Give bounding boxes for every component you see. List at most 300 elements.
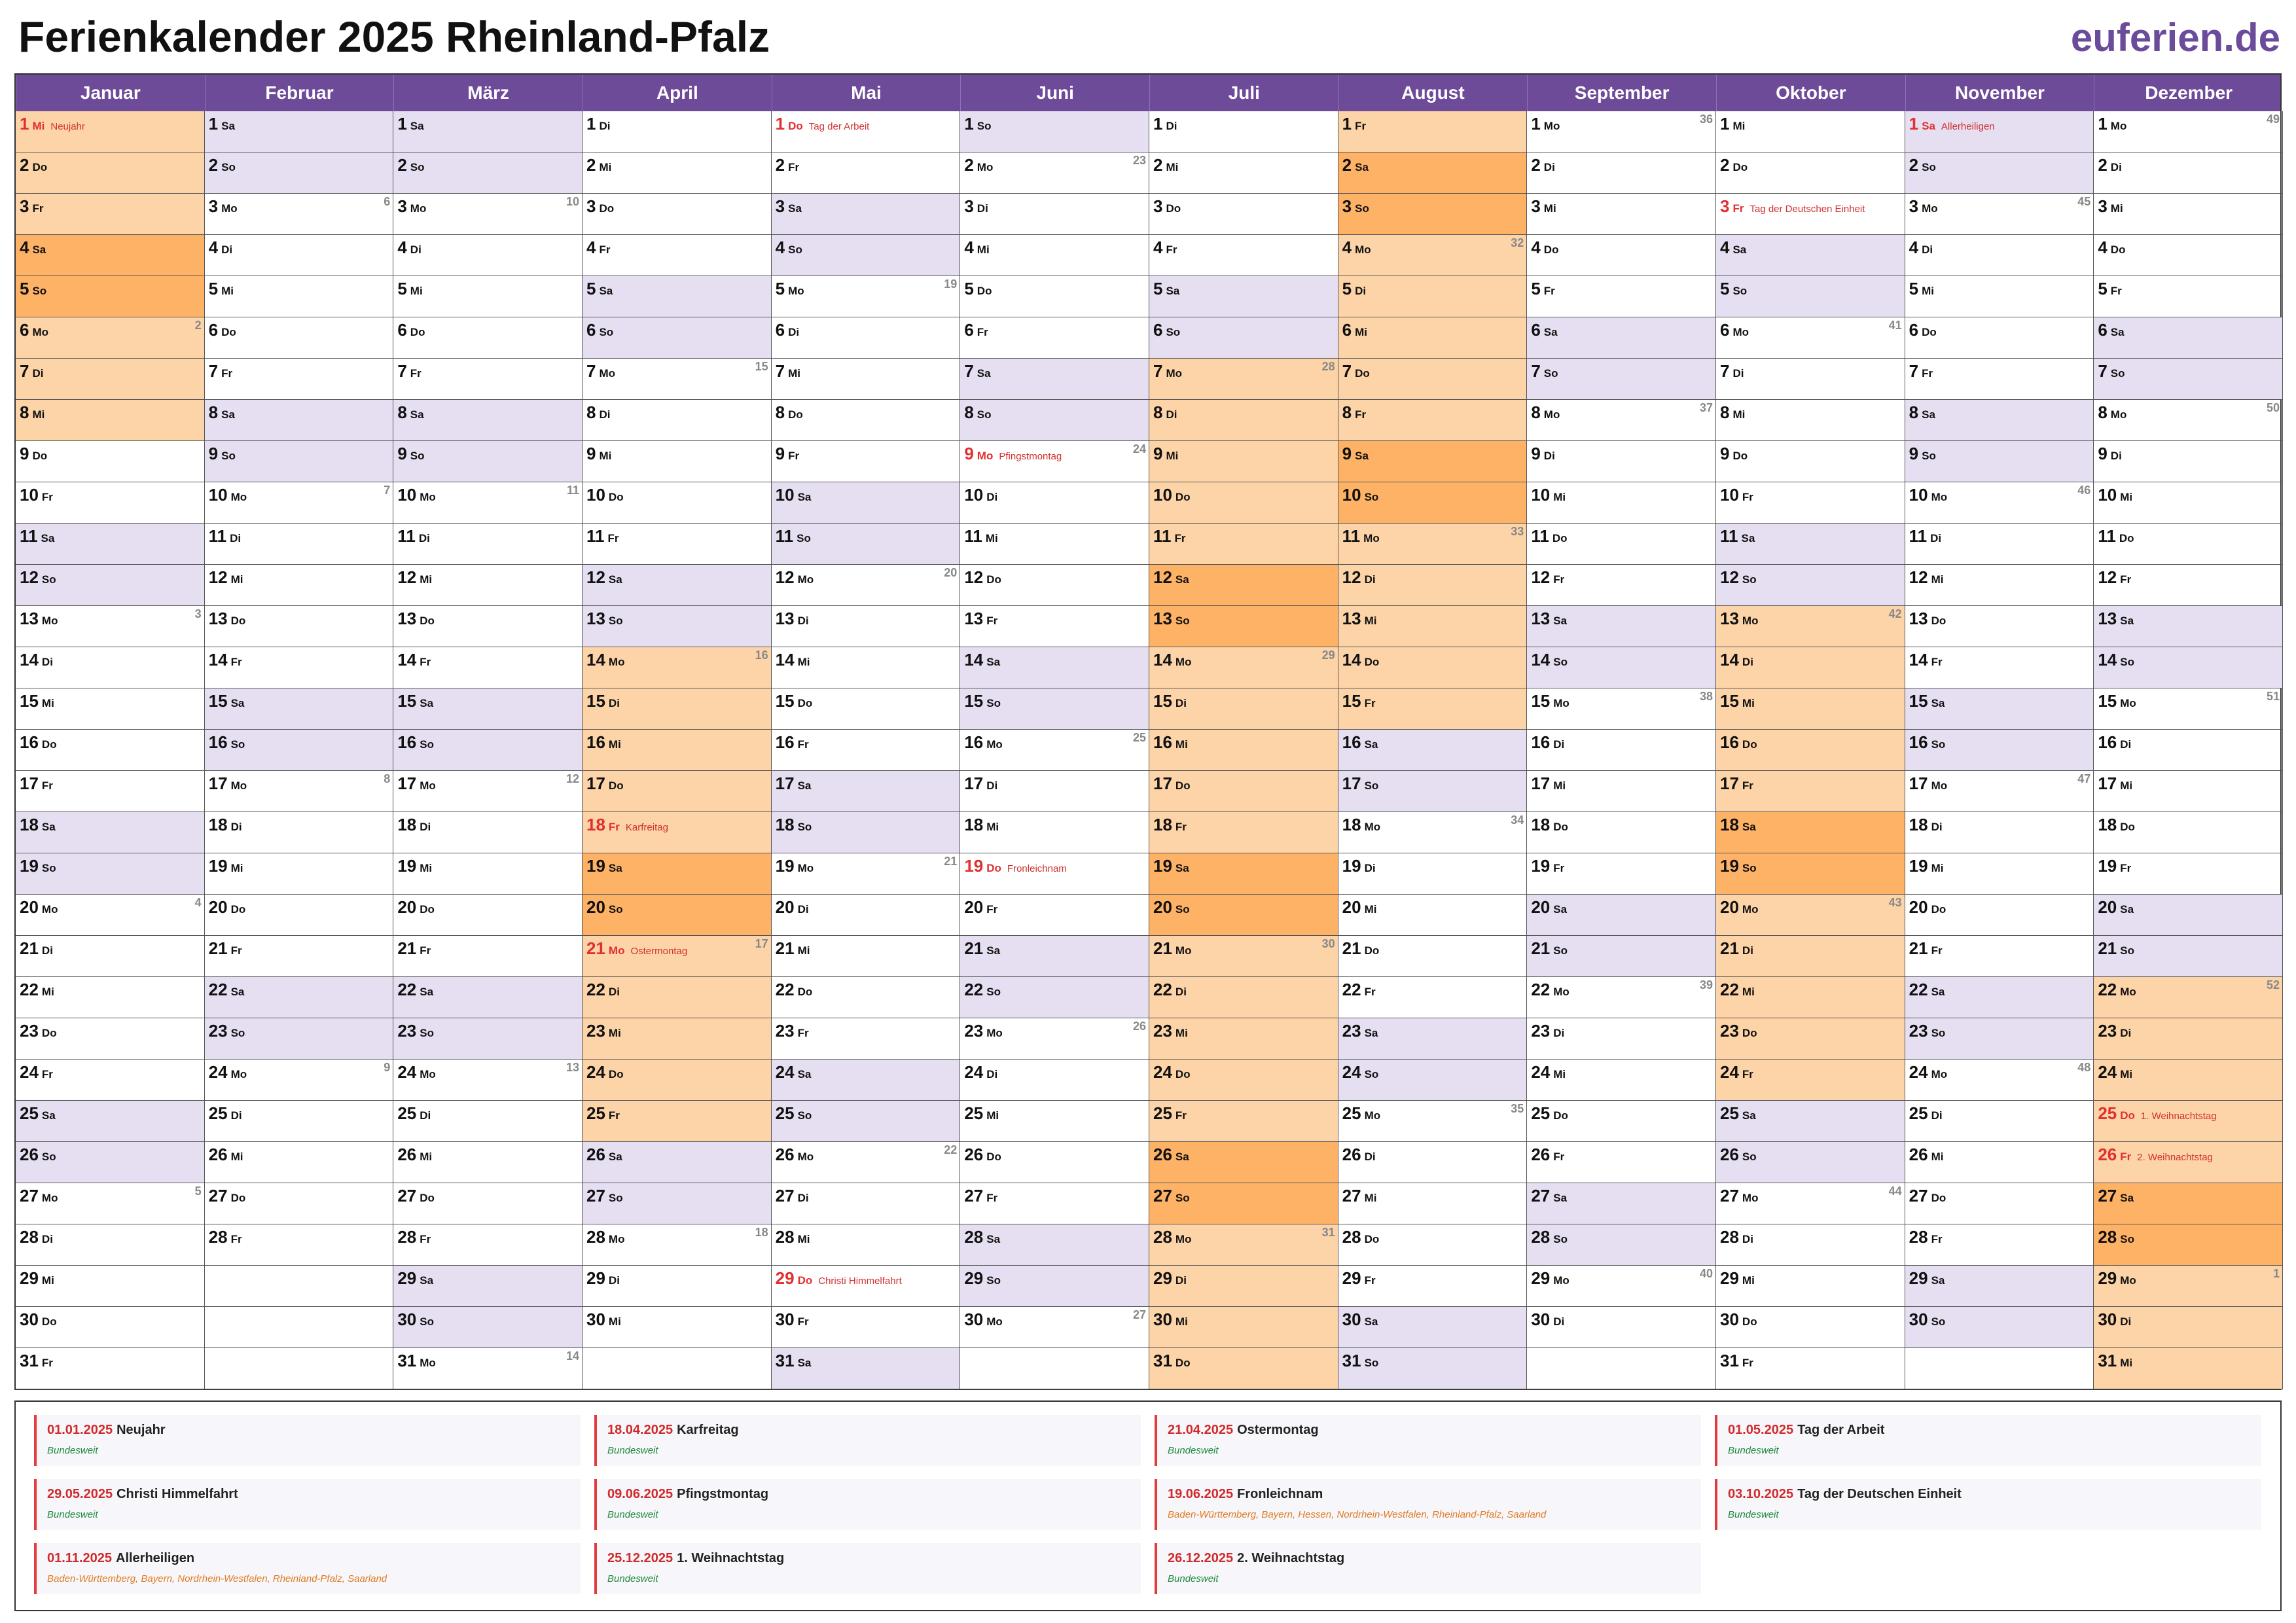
day-cell[interactable] [16, 1224, 205, 1266]
day-cell[interactable] [1905, 565, 2094, 606]
day-cell[interactable] [205, 111, 394, 152]
day-cell[interactable] [205, 606, 394, 647]
day-cell[interactable] [1527, 730, 1716, 771]
day-cell[interactable] [960, 1307, 1149, 1348]
day-cell[interactable] [960, 482, 1149, 524]
day-cell[interactable] [772, 400, 961, 441]
day-cell[interactable] [772, 359, 961, 400]
day-cell[interactable] [2094, 235, 2283, 276]
day-cell[interactable] [583, 524, 772, 565]
day-cell[interactable] [583, 1142, 772, 1183]
day-cell[interactable] [1338, 1266, 1528, 1307]
day-cell[interactable] [393, 771, 583, 812]
day-cell[interactable] [1905, 1018, 2094, 1060]
day-cell[interactable] [1905, 400, 2094, 441]
day-cell[interactable] [772, 771, 961, 812]
day-cell[interactable] [960, 812, 1149, 853]
day-cell[interactable] [1527, 647, 1716, 688]
day-cell[interactable] [205, 977, 394, 1018]
day-cell[interactable] [1338, 276, 1528, 317]
day-cell[interactable] [16, 895, 205, 936]
day-cell[interactable] [772, 895, 961, 936]
day-cell[interactable] [1338, 1142, 1528, 1183]
day-cell[interactable] [1716, 482, 1905, 524]
day-cell[interactable] [205, 688, 394, 730]
day-cell[interactable] [1905, 359, 2094, 400]
day-cell[interactable] [960, 688, 1149, 730]
day-cell[interactable] [1716, 688, 1905, 730]
day-cell[interactable] [393, 524, 583, 565]
day-cell[interactable] [1716, 895, 1905, 936]
day-cell[interactable] [583, 276, 772, 317]
day-cell[interactable] [1905, 895, 2094, 936]
day-cell[interactable] [583, 936, 772, 977]
day-cell[interactable] [205, 235, 394, 276]
day-cell[interactable] [1149, 482, 1338, 524]
day-cell[interactable] [205, 359, 394, 400]
day-cell[interactable] [393, 152, 583, 194]
day-cell[interactable] [1149, 647, 1338, 688]
day-cell[interactable] [960, 1101, 1149, 1142]
day-cell[interactable] [2094, 524, 2283, 565]
day-cell[interactable] [393, 1101, 583, 1142]
day-cell[interactable] [1149, 1348, 1338, 1389]
day-cell[interactable] [1149, 1224, 1338, 1266]
day-cell[interactable] [1716, 606, 1905, 647]
day-cell[interactable] [393, 1266, 583, 1307]
day-cell[interactable] [393, 688, 583, 730]
day-cell[interactable] [772, 524, 961, 565]
day-cell[interactable] [772, 1307, 961, 1348]
day-cell[interactable] [1149, 606, 1338, 647]
day-cell[interactable] [2094, 565, 2283, 606]
day-cell[interactable] [1338, 235, 1528, 276]
day-cell[interactable] [583, 1060, 772, 1101]
day-cell[interactable] [1338, 936, 1528, 977]
day-cell[interactable] [1338, 1224, 1528, 1266]
day-cell[interactable] [1527, 1018, 1716, 1060]
day-cell[interactable] [1149, 1307, 1338, 1348]
day-cell[interactable] [1905, 317, 2094, 359]
day-cell[interactable] [1149, 1142, 1338, 1183]
day-cell[interactable] [1905, 647, 2094, 688]
day-cell[interactable] [2094, 1307, 2283, 1348]
day-cell[interactable] [1527, 1183, 1716, 1224]
day-cell[interactable] [16, 1183, 205, 1224]
day-cell[interactable] [1338, 524, 1528, 565]
day-cell[interactable] [393, 194, 583, 235]
day-cell[interactable] [960, 977, 1149, 1018]
day-cell[interactable] [1527, 1060, 1716, 1101]
day-cell[interactable] [1338, 730, 1528, 771]
day-cell[interactable] [16, 524, 205, 565]
day-cell[interactable] [960, 152, 1149, 194]
day-cell[interactable] [2094, 936, 2283, 977]
day-cell[interactable] [960, 276, 1149, 317]
day-cell[interactable] [772, 647, 961, 688]
day-cell[interactable] [1149, 688, 1338, 730]
day-cell[interactable] [1149, 235, 1338, 276]
day-cell[interactable] [1716, 194, 1905, 235]
day-cell[interactable] [583, 359, 772, 400]
day-cell[interactable] [393, 647, 583, 688]
day-cell[interactable] [1716, 524, 1905, 565]
day-cell[interactable] [1716, 977, 1905, 1018]
day-cell[interactable] [2094, 977, 2283, 1018]
day-cell[interactable] [16, 317, 205, 359]
day-cell[interactable] [2094, 1018, 2283, 1060]
day-cell[interactable] [393, 1224, 583, 1266]
day-cell[interactable] [772, 1224, 961, 1266]
day-cell[interactable] [393, 235, 583, 276]
day-cell[interactable] [393, 276, 583, 317]
day-cell[interactable] [2094, 111, 2283, 152]
day-cell[interactable] [16, 853, 205, 895]
day-cell[interactable] [1527, 1224, 1716, 1266]
day-cell[interactable] [1338, 317, 1528, 359]
day-cell[interactable] [16, 235, 205, 276]
day-cell[interactable] [2094, 688, 2283, 730]
day-cell[interactable] [2094, 771, 2283, 812]
day-cell[interactable] [2094, 1060, 2283, 1101]
day-cell[interactable] [1149, 359, 1338, 400]
day-cell[interactable] [583, 317, 772, 359]
day-cell[interactable] [772, 441, 961, 482]
day-cell[interactable] [1149, 317, 1338, 359]
day-cell[interactable] [583, 895, 772, 936]
day-cell[interactable] [1527, 1142, 1716, 1183]
day-cell[interactable] [772, 853, 961, 895]
day-cell[interactable] [772, 606, 961, 647]
day-cell[interactable] [205, 730, 394, 771]
day-cell[interactable] [1716, 359, 1905, 400]
day-cell[interactable] [960, 317, 1149, 359]
day-cell[interactable] [16, 1018, 205, 1060]
day-cell[interactable] [1338, 688, 1528, 730]
day-cell[interactable] [393, 400, 583, 441]
day-cell[interactable] [16, 936, 205, 977]
day-cell[interactable] [1716, 853, 1905, 895]
day-cell[interactable] [583, 1018, 772, 1060]
day-cell[interactable] [205, 524, 394, 565]
day-cell[interactable] [772, 1183, 961, 1224]
day-cell[interactable] [772, 812, 961, 853]
day-cell[interactable] [1905, 853, 2094, 895]
day-cell[interactable] [2094, 730, 2283, 771]
day-cell[interactable] [393, 936, 583, 977]
day-cell[interactable] [1149, 565, 1338, 606]
day-cell[interactable] [2094, 441, 2283, 482]
day-cell[interactable] [2094, 482, 2283, 524]
day-cell[interactable] [1527, 688, 1716, 730]
day-cell[interactable] [393, 111, 583, 152]
day-cell[interactable] [772, 1348, 961, 1389]
day-cell[interactable] [1527, 606, 1716, 647]
day-cell[interactable] [1338, 1307, 1528, 1348]
day-cell[interactable] [960, 111, 1149, 152]
day-cell[interactable] [1527, 1307, 1716, 1348]
day-cell[interactable] [1338, 1018, 1528, 1060]
day-cell[interactable] [2094, 1101, 2283, 1142]
day-cell[interactable] [2094, 1224, 2283, 1266]
day-cell[interactable] [1716, 647, 1905, 688]
day-cell[interactable] [1716, 1060, 1905, 1101]
day-cell[interactable] [1149, 1266, 1338, 1307]
day-cell[interactable] [16, 1101, 205, 1142]
day-cell[interactable] [16, 359, 205, 400]
day-cell[interactable] [1527, 977, 1716, 1018]
day-cell[interactable] [205, 895, 394, 936]
brand-logo[interactable]: euferien.de [2070, 16, 2280, 60]
day-cell[interactable] [2094, 317, 2283, 359]
day-cell[interactable] [1716, 812, 1905, 853]
day-cell[interactable] [205, 565, 394, 606]
day-cell[interactable] [16, 688, 205, 730]
day-cell[interactable] [1716, 936, 1905, 977]
day-cell[interactable] [1338, 1101, 1528, 1142]
day-cell[interactable] [16, 812, 205, 853]
day-cell[interactable] [2094, 606, 2283, 647]
day-cell[interactable] [1527, 276, 1716, 317]
day-cell[interactable] [1527, 771, 1716, 812]
day-cell[interactable] [1716, 730, 1905, 771]
day-cell[interactable] [1716, 111, 1905, 152]
day-cell[interactable] [960, 895, 1149, 936]
day-cell[interactable] [2094, 647, 2283, 688]
day-cell[interactable] [393, 977, 583, 1018]
day-cell[interactable] [583, 771, 772, 812]
day-cell[interactable] [1527, 524, 1716, 565]
day-cell[interactable] [1905, 441, 2094, 482]
day-cell[interactable] [960, 235, 1149, 276]
day-cell[interactable] [1905, 152, 2094, 194]
day-cell[interactable] [583, 482, 772, 524]
day-cell[interactable] [205, 441, 394, 482]
day-cell[interactable] [1338, 111, 1528, 152]
day-cell[interactable] [16, 194, 205, 235]
day-cell[interactable] [393, 441, 583, 482]
day-cell[interactable] [393, 1183, 583, 1224]
day-cell[interactable] [2094, 895, 2283, 936]
day-cell[interactable] [393, 895, 583, 936]
day-cell[interactable] [1149, 1060, 1338, 1101]
day-cell[interactable] [1527, 235, 1716, 276]
day-cell[interactable] [1338, 565, 1528, 606]
day-cell[interactable] [1905, 688, 2094, 730]
day-cell[interactable] [583, 565, 772, 606]
day-cell[interactable] [583, 853, 772, 895]
day-cell[interactable] [1338, 152, 1528, 194]
day-cell[interactable] [1716, 1142, 1905, 1183]
day-cell[interactable] [1905, 235, 2094, 276]
day-cell[interactable] [2094, 276, 2283, 317]
day-cell[interactable] [205, 482, 394, 524]
day-cell[interactable] [205, 1142, 394, 1183]
day-cell[interactable] [1149, 977, 1338, 1018]
day-cell[interactable] [960, 730, 1149, 771]
day-cell[interactable] [1149, 111, 1338, 152]
day-cell[interactable] [205, 1060, 394, 1101]
day-cell[interactable] [772, 977, 961, 1018]
day-cell[interactable] [1149, 936, 1338, 977]
day-cell[interactable] [1716, 317, 1905, 359]
day-cell[interactable] [960, 400, 1149, 441]
day-cell[interactable] [1905, 194, 2094, 235]
day-cell[interactable] [1149, 194, 1338, 235]
day-cell[interactable] [16, 441, 205, 482]
day-cell[interactable] [1527, 359, 1716, 400]
day-cell[interactable] [2094, 1142, 2283, 1183]
day-cell[interactable] [772, 1018, 961, 1060]
day-cell[interactable] [1149, 730, 1338, 771]
day-cell[interactable] [1338, 977, 1528, 1018]
day-cell[interactable] [1527, 482, 1716, 524]
day-cell[interactable] [960, 1224, 1149, 1266]
day-cell[interactable] [772, 1060, 961, 1101]
day-cell[interactable] [16, 1307, 205, 1348]
day-cell[interactable] [205, 276, 394, 317]
day-cell[interactable] [205, 400, 394, 441]
day-cell[interactable] [393, 482, 583, 524]
day-cell[interactable] [1527, 853, 1716, 895]
day-cell[interactable] [2094, 1348, 2283, 1389]
day-cell[interactable] [960, 606, 1149, 647]
day-cell[interactable] [583, 1183, 772, 1224]
day-cell[interactable] [583, 647, 772, 688]
day-cell[interactable] [205, 317, 394, 359]
day-cell[interactable] [393, 1060, 583, 1101]
day-cell[interactable] [1527, 1101, 1716, 1142]
day-cell[interactable] [1338, 812, 1528, 853]
day-cell[interactable] [2094, 1266, 2283, 1307]
day-cell[interactable] [583, 1307, 772, 1348]
day-cell[interactable] [1149, 853, 1338, 895]
day-cell[interactable] [2094, 400, 2283, 441]
day-cell[interactable] [583, 1266, 772, 1307]
day-cell[interactable] [1905, 111, 2094, 152]
day-cell[interactable] [1716, 565, 1905, 606]
day-cell[interactable] [772, 235, 961, 276]
day-cell[interactable] [1338, 1348, 1528, 1389]
day-cell[interactable] [16, 771, 205, 812]
day-cell[interactable] [1905, 1224, 2094, 1266]
day-cell[interactable] [16, 730, 205, 771]
day-cell[interactable] [583, 111, 772, 152]
day-cell[interactable] [16, 276, 205, 317]
day-cell[interactable] [1527, 936, 1716, 977]
day-cell[interactable] [1338, 895, 1528, 936]
day-cell[interactable] [205, 771, 394, 812]
day-cell[interactable] [16, 977, 205, 1018]
day-cell[interactable] [583, 812, 772, 853]
day-cell[interactable] [2094, 152, 2283, 194]
day-cell[interactable] [960, 1183, 1149, 1224]
day-cell[interactable] [1527, 111, 1716, 152]
day-cell[interactable] [583, 441, 772, 482]
day-cell[interactable] [1716, 1183, 1905, 1224]
day-cell[interactable] [1716, 1224, 1905, 1266]
day-cell[interactable] [583, 1224, 772, 1266]
day-cell[interactable] [393, 1348, 583, 1389]
day-cell[interactable] [583, 152, 772, 194]
day-cell[interactable] [205, 647, 394, 688]
day-cell[interactable] [772, 276, 961, 317]
day-cell[interactable] [1716, 400, 1905, 441]
day-cell[interactable] [772, 194, 961, 235]
day-cell[interactable] [772, 152, 961, 194]
day-cell[interactable] [1716, 771, 1905, 812]
day-cell[interactable] [960, 524, 1149, 565]
day-cell[interactable] [1905, 524, 2094, 565]
day-cell[interactable] [1149, 771, 1338, 812]
day-cell[interactable] [1149, 812, 1338, 853]
day-cell[interactable] [1905, 1142, 2094, 1183]
day-cell[interactable] [583, 730, 772, 771]
day-cell[interactable] [1527, 194, 1716, 235]
day-cell[interactable] [1149, 441, 1338, 482]
day-cell[interactable] [1905, 977, 2094, 1018]
day-cell[interactable] [393, 1307, 583, 1348]
day-cell[interactable] [583, 688, 772, 730]
day-cell[interactable] [2094, 853, 2283, 895]
day-cell[interactable] [2094, 359, 2283, 400]
day-cell[interactable] [1905, 1183, 2094, 1224]
day-cell[interactable] [1149, 1018, 1338, 1060]
day-cell[interactable] [1716, 276, 1905, 317]
day-cell[interactable] [205, 1183, 394, 1224]
day-cell[interactable] [2094, 1183, 2283, 1224]
day-cell[interactable] [960, 853, 1149, 895]
day-cell[interactable] [772, 1101, 961, 1142]
day-cell[interactable] [1527, 812, 1716, 853]
day-cell[interactable] [583, 977, 772, 1018]
day-cell[interactable] [1905, 482, 2094, 524]
day-cell[interactable] [1338, 1060, 1528, 1101]
day-cell[interactable] [1905, 1060, 2094, 1101]
day-cell[interactable] [2094, 812, 2283, 853]
day-cell[interactable] [1338, 400, 1528, 441]
day-cell[interactable] [772, 688, 961, 730]
day-cell[interactable] [1905, 812, 2094, 853]
day-cell[interactable] [1527, 317, 1716, 359]
day-cell[interactable] [393, 1142, 583, 1183]
day-cell[interactable] [1716, 152, 1905, 194]
day-cell[interactable] [16, 1266, 205, 1307]
day-cell[interactable] [1338, 606, 1528, 647]
day-cell[interactable] [1905, 1101, 2094, 1142]
day-cell[interactable] [960, 1142, 1149, 1183]
day-cell[interactable] [393, 565, 583, 606]
day-cell[interactable] [2094, 194, 2283, 235]
day-cell[interactable] [16, 152, 205, 194]
day-cell[interactable] [205, 1224, 394, 1266]
day-cell[interactable] [583, 1101, 772, 1142]
day-cell[interactable] [1338, 482, 1528, 524]
day-cell[interactable] [1716, 235, 1905, 276]
day-cell[interactable] [205, 194, 394, 235]
day-cell[interactable] [1527, 565, 1716, 606]
day-cell[interactable] [1338, 647, 1528, 688]
day-cell[interactable] [393, 606, 583, 647]
day-cell[interactable] [960, 936, 1149, 977]
day-cell[interactable] [1338, 853, 1528, 895]
day-cell[interactable] [1149, 895, 1338, 936]
day-cell[interactable] [772, 730, 961, 771]
day-cell[interactable] [960, 771, 1149, 812]
day-cell[interactable] [1527, 400, 1716, 441]
day-cell[interactable] [16, 1348, 205, 1389]
day-cell[interactable] [1338, 771, 1528, 812]
